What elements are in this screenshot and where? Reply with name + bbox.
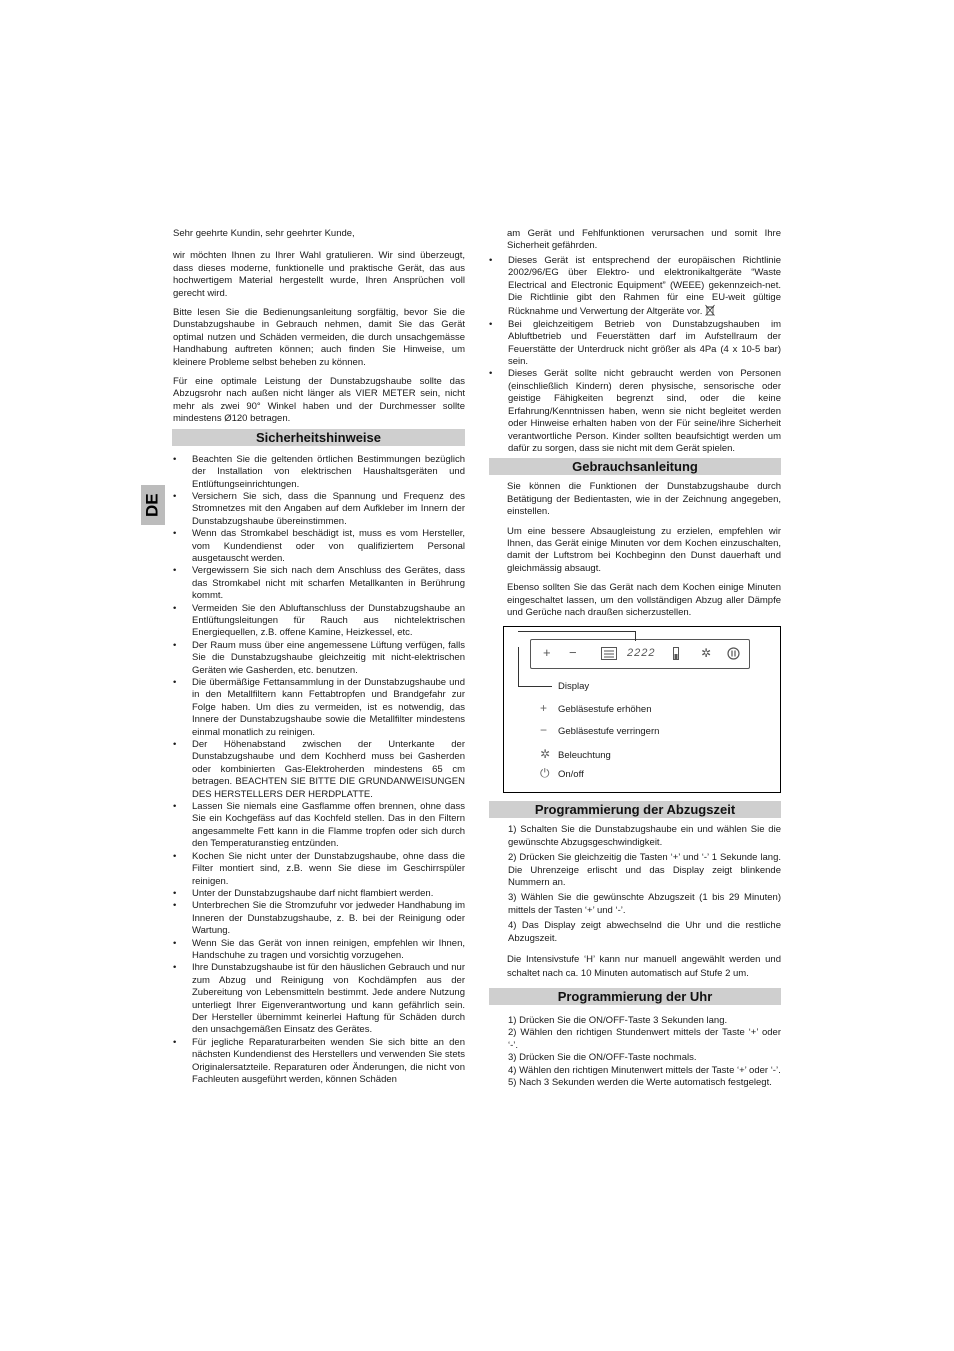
duct-paragraph: Für eine optimale Leistung der Dunstabzugshaube sollte das Abzugsrohr nach außen nicht länger als VIER METER sein, nicht mehr als zwei 90° Winkel haben und der Durchmesser sollte mindestens Ø120 betragen. xyxy=(173,376,465,425)
usage-paragraph: Ebenso sollten Sie das Gerät nach dem Kochen einige Minuten eingeschaltet lassen, um den vollständigen Abzug aller Dämpfe und Gerüche nach draußen sicherzustellen. xyxy=(507,582,781,618)
display-connector xyxy=(635,631,636,641)
light-icon: ✲ xyxy=(701,646,712,661)
list-item: 2) Wählen den richtigen Stundenwert mittels der Taste ‘+’ oder ‘-’. xyxy=(508,1027,781,1051)
indicator-icon xyxy=(673,647,679,660)
crossed-bin-icon xyxy=(705,304,715,316)
greeting: Sehr geehrte Kundin, sehr geehrter Kunde, xyxy=(173,228,355,239)
display-digits: 2222 xyxy=(627,647,656,660)
legend-minus: − Gebläsestufe verringern xyxy=(540,723,660,738)
intro-paragraph: wir möchten Ihnen zu Ihrer Wahl gratulieren. Wir sind überzeugt, dass dieses moderne, funktionelle und praktische Gerät, das aus hochwertigem Material hergestellt wurde, Ihren Ansprüchen voll gerecht wird. xyxy=(173,250,465,299)
list-item: • Dieses Gerät ist entsprechend der europäischen Richtlinie 2002/96/EG über Elektro- und elektronikaltgeräte “Waste Electrical and Electronic Equipment” (WEEE) gekennzeich-net. Die Richtlinie gibt den Rahmen für eine EU-weit gültige Rücknahme und Verwertung der Altgeräte vor. xyxy=(489,254,781,318)
list-item: 3) Wählen Sie die gewünschte Abzugszeit (1 bis 29 Minuten) mittels der Tasten ‘+’ und ‘-’. xyxy=(508,892,781,916)
language-tab-label: DE xyxy=(142,493,162,517)
legend-plus: + Gebläsestufe erhöhen xyxy=(540,701,652,716)
legend-light: ✲ Beleuchtung xyxy=(540,747,611,762)
list-item: 1) Schalten Sie die Dunstabzugshaube ein und wählen Sie die gewünschte Abzugsgeschwindigkeit. xyxy=(508,824,781,848)
control-panel-diagram xyxy=(503,626,781,793)
safety-heading: Sicherheitshinweise xyxy=(172,429,465,446)
list-item: 5) Nach 3 Sekunden werden die Werte automatisch festgelegt. xyxy=(508,1077,772,1089)
power-icon xyxy=(727,647,740,660)
minus-icon: − xyxy=(540,723,548,738)
timer-note: Die Intensivstufe ‘H’ kann nur manuell angewählt werden und schaltet nach ca. 10 Minuten automatisch auf Stufe 2 um. xyxy=(507,954,781,980)
list-item: • Lassen Sie niemals eine Gasflamme offen brennen, ohne dass Sie ein Kochgefäss auf das Kochfeld stellen. Das in den Filtern angesammelte Fett kann in die Flamme tropfen oder sich durch den Temperaturanstieg entzünden. xyxy=(173,801,465,850)
list-item: • Für jegliche Reparaturarbeiten wenden Sie sich bitte an den nächsten Kundendienst des Herstellers und verwenden Sie stets Originalersatzteile. Reparaturen oder Änderungen, die nicht von Fachleuten ausgeführt werden, können Schäden xyxy=(173,1036,465,1085)
list-item: • Der Raum muss über eine angemessene Lüftung verfügen, falls Sie die Dunstabzugshaube gleichzeitig mit nicht-elektrischen Geräten wie Gasherden, etc. benutzen. xyxy=(173,639,465,676)
list-item: • Vergewissern Sie sich nach dem Anschluss des Gerätes, dass das Stromkabel nicht mit scharfen Metallkanten in Berührung kommt. xyxy=(173,565,465,602)
list-item: 2) Drücken Sie gleichzeitig die Tasten ‘+’ und ‘-’ 1 Sekunde lang. Die Uhrenzeige erlischt und das Display zeigt blinkende Nummern an. xyxy=(508,852,781,888)
list-item: • Die übermäßige Fettansammlung in der Dunstabzugshaube und in den Metallfiltern kann Fettabtropfen und Brandgefahr zur Folge haben. Um dies zu vermeiden, ist es notwendig, das Innere der Dunstabzugshaube sowie die Metallfilter mindestens einmal monatlich zu reinigen. xyxy=(173,677,465,738)
timer-steps xyxy=(489,824,781,945)
clock-heading: Programmierung der Uhr xyxy=(489,988,781,1005)
list-item: • Kochen Sie nicht unter der Dunstabzugshaube, ohne dass die Filter montiert sind, z.B. wenn Sie diese im Geschirrspüler reinigen. xyxy=(173,850,465,887)
plus-icon: + xyxy=(543,645,551,661)
plus-icon: + xyxy=(540,701,548,716)
timer-heading: Programmierung der Abzugszeit xyxy=(489,801,781,818)
list-item: • Unter der Dunstabzugshaube darf nicht flambiert werden. xyxy=(173,887,434,899)
display-connector xyxy=(518,631,636,632)
list-item: • Ihre Dunstabzugshaube ist für den häuslichen Gebrauch und nur zum Abzug und Reinigung von Kochdämpfen aus der Zubereitung von Lebensmitteln bestimmt. Jede andere Nutzung unterliegt Ihrer Eigenverantwortung und kann gefährlich sein. Der Hersteller übernimmt keinerlei Haftung für Schäden durch den unsachgemäßen Einsatz des Gerätes. xyxy=(173,962,465,1036)
list-item: • Versichern Sie sich, dass die Spannung und Frequenz des Stromnetzes mit den Angaben auf dem Aufkleber im Innern der Dunstabzugshaube übereinstimmen. xyxy=(173,490,465,527)
list-item: • Dieses Gerät sollte nicht gebraucht werden von Personen (einschließlich Kindern) deren physische, sensorische oder geistige Fähigkeiten begrenzt sind, oder die keine Erfahrung/Kenntnissen haben, wenn sie nicht begleitet werden oder Hinweise erhalten haben von der Für seine/ihre Sicherheit verantwortliche Person. Kinder sollten beaufsichtigt werden um dafür zu sorgen, dass sie nicht mit dem Gerät spielen. xyxy=(489,368,781,454)
list-item: • Bei gleichzeitigem Betrieb von Dunstabzugshauben im Abluftbetrieb und Feuerstätten darf im Aufstellraum der Feuerstätte der Unterdruck nicht größer als 4Pa (4 x 10-5 bar) sein. xyxy=(489,318,781,368)
light-icon: ✲ xyxy=(540,747,551,762)
right-list xyxy=(489,255,781,456)
list-item: • Wenn Sie das Gerät von innen reinigen, empfehlen wir Ihnen, Handschuhe zu tragen und vorsichtig vorzugehen. xyxy=(173,937,465,961)
clock-steps xyxy=(489,1015,781,1089)
list-item: • Vermeiden Sie den Abluftanschluss der Dunstabzugshaube an Entlüftungsleitungen für Rauch aus nichtelektrischen Energiequellen, z.B. offene Kamine, Heizkessel, etc. xyxy=(173,602,465,639)
usage-heading: Gebrauchsanleitung xyxy=(489,458,781,475)
legend-power: ⏻ On/off xyxy=(540,766,584,781)
list-item: • Unterbrechen Sie die Stromzufuhr vor jedweder Handhabung im Inneren der Dunstabzugshaube, z. B. bei der Reinigung oder Wartung. xyxy=(173,900,465,937)
list-item: 4) Wählen den richtigen Minutenwert mittels der Taste ‘+’ oder ‘-’. xyxy=(508,1064,781,1076)
usage-paragraph: Sie können die Funktionen der Dunstabzugshaube durch Betätigung der Bedientasten, wie in der Zeichnung angegeben, einstellen. xyxy=(507,481,781,518)
safety-list xyxy=(173,454,465,1087)
instructions-paragraph: Bitte lesen Sie die Bedienungsanleitung sorgfältig, bevor Sie die Dunstabzugshaube in Gebrauch nehmen, damit Sie das Gerät optimal nutzen und Schäden vermeiden, die durch unsachgemässe Handhabung auftreten können; auch finden Sie Hinweise, um kleinere Probleme selbst beheben zu können. xyxy=(173,307,465,368)
list-item: 4) Das Display zeigt abwechselnd die Uhr und die restliche Abzugszeit. xyxy=(508,920,781,944)
list-item: • Der Höhenabstand zwischen der Unterkante der Dunstabzugshaube und dem Kochherd muss bei Gasherden oder kombinierten Gas-Elektroherden mindestens 65 cm betragen. BEACHTEN SIE BITTE DIE GRUNDANWEISUNGEN DES HERSTELLERS DER HERDPLATTE. xyxy=(173,739,465,800)
list-item: • Beachten Sie die geltenden örtlichen Bestimmungen bezüglich der Installation von elektrischen Haushaltsgeräten und Entlüftungseinrichtungen. xyxy=(173,453,465,490)
power-icon: ⏻ xyxy=(540,766,550,781)
continuation-text: am Gerät und Fehlfunktionen verursachen und somit Ihre Sicherheit gefährden. xyxy=(507,228,781,252)
left-column xyxy=(173,228,465,1086)
legend-display: Display xyxy=(558,681,590,693)
list-item: 3) Drücken Sie die ON/OFF-Taste nochmals. xyxy=(508,1052,697,1064)
minus-icon: − xyxy=(569,645,577,661)
list-item: 1) Drücken Sie die ON/OFF-Taste 3 Sekunden lang. xyxy=(508,1015,728,1027)
right-column xyxy=(489,228,781,1089)
usage-paragraph: Um eine bessere Absaugleistung zu erzielen, empfehlen wir Ihnen, das Gerät einige Minuten vor dem Kochen einzuschalten, damit der Luftstrom bei Kochbeginn den Dunst dauerhaft und gleichmässig absaugt. xyxy=(507,525,781,574)
list-item: • Wenn das Stromkabel beschädigt ist, muss es vom Hersteller, vom Kundendienst oder von qualifiziertem Personal ausgetauscht werden. xyxy=(173,528,465,564)
language-tab xyxy=(141,485,165,525)
